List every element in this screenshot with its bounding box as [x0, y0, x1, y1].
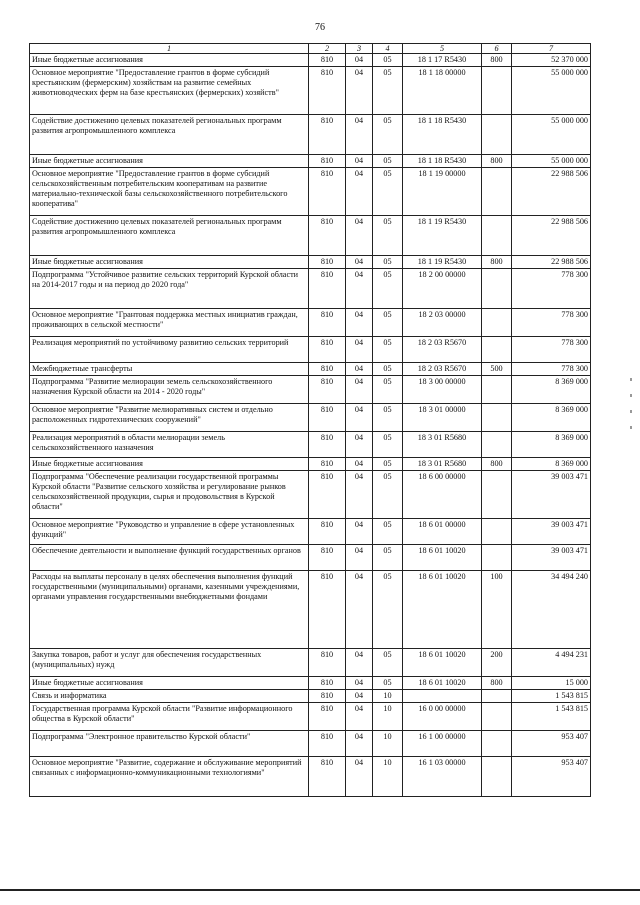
- row-name-cell: Основное мероприятие "Предоставление грантов в форме субсидий сельскохозяйственным потребительским кооперативам на развитие материально-технической базы сельскохозяйственного потребительского кооператива": [30, 168, 309, 216]
- row-c5-cell: 18 3 01 R5680: [403, 458, 482, 471]
- row-c5-cell: 18 1 17 R5430: [403, 54, 482, 67]
- row-c4-cell: 05: [373, 155, 403, 168]
- row-c6-cell: [482, 67, 512, 115]
- row-c7-cell: 778 300: [512, 309, 591, 337]
- row-c5-cell: 18 6 00 00000: [403, 471, 482, 519]
- row-c6-cell: 800: [482, 54, 512, 67]
- row-c5-cell: 18 1 18 00000: [403, 67, 482, 115]
- row-c3-cell: 04: [346, 376, 373, 404]
- row-c7-cell: 39 003 471: [512, 519, 591, 545]
- row-c6-cell: [482, 216, 512, 256]
- row-c2-cell: 810: [309, 519, 346, 545]
- row-name-cell: Связь и информатика: [30, 690, 309, 703]
- row-c2-cell: 810: [309, 115, 346, 155]
- table-row: [30, 256, 591, 269]
- row-name-cell: Основное мероприятие "Предоставление грантов в форме субсидий крестьянским (фермерским) хозяйствам на развитие семейных животноводческих ферм на базе крестьянских (фермерских) хозяйств": [30, 67, 309, 115]
- budget-table: [29, 43, 591, 797]
- row-c7-cell: 4 494 231: [512, 649, 591, 677]
- row-c4-cell: 05: [373, 115, 403, 155]
- row-c3-cell: 04: [346, 519, 373, 545]
- row-name-cell: Иные бюджетные ассигнования: [30, 458, 309, 471]
- row-c3-cell: 04: [346, 54, 373, 67]
- row-c6-cell: 200: [482, 649, 512, 677]
- row-c6-cell: [482, 432, 512, 458]
- row-c2-cell: 810: [309, 458, 346, 471]
- row-c5-cell: 18 1 19 R5430: [403, 216, 482, 256]
- row-c2-cell: 810: [309, 256, 346, 269]
- row-c7-cell: 953 407: [512, 757, 591, 797]
- row-name-cell: Реализация мероприятий по устойчивому развитию сельских территорий: [30, 337, 309, 363]
- row-c4-cell: 05: [373, 404, 403, 432]
- row-c6-cell: 800: [482, 256, 512, 269]
- row-c3-cell: 04: [346, 458, 373, 471]
- table-row: [30, 519, 591, 545]
- row-c5-cell: 18 3 01 R5680: [403, 432, 482, 458]
- row-name-cell: Обеспечение деятельности и выполнение функций государственных органов: [30, 545, 309, 571]
- row-c2-cell: 810: [309, 67, 346, 115]
- table-row: [30, 309, 591, 337]
- row-name-cell: Подпрограмма "Устойчивое развитие сельских территорий Курской области на 2014-2017 годы и на период до 2020 года": [30, 269, 309, 309]
- row-c3-cell: 04: [346, 216, 373, 256]
- row-name-cell: Основное мероприятие "Развитие мелиоративных систем и отдельно расположенных гидротехнических сооружений": [30, 404, 309, 432]
- column-header: 4: [373, 44, 403, 54]
- row-c5-cell: 16 1 00 00000: [403, 731, 482, 757]
- row-c3-cell: 04: [346, 690, 373, 703]
- table-row: [30, 363, 591, 376]
- row-c2-cell: 810: [309, 731, 346, 757]
- row-c5-cell: 18 1 18 R5430: [403, 155, 482, 168]
- row-name-cell: Закупка товаров, работ и услуг для обеспечения государственных (муниципальных) нужд: [30, 649, 309, 677]
- row-c2-cell: 810: [309, 690, 346, 703]
- row-c2-cell: 810: [309, 309, 346, 337]
- table-row: [30, 757, 591, 797]
- row-c2-cell: 810: [309, 216, 346, 256]
- table-row: [30, 677, 591, 690]
- row-c5-cell: 18 1 19 R5430: [403, 256, 482, 269]
- table-row: [30, 337, 591, 363]
- row-c7-cell: 34 494 240: [512, 571, 591, 649]
- table-row: [30, 269, 591, 309]
- row-c7-cell: 1 543 815: [512, 690, 591, 703]
- row-c5-cell: 18 3 01 00000: [403, 404, 482, 432]
- row-c3-cell: 04: [346, 269, 373, 309]
- row-c3-cell: 04: [346, 363, 373, 376]
- row-c6-cell: [482, 168, 512, 216]
- row-c2-cell: 810: [309, 571, 346, 649]
- row-c3-cell: 04: [346, 757, 373, 797]
- row-c5-cell: 18 6 01 10020: [403, 677, 482, 690]
- row-c6-cell: [482, 757, 512, 797]
- row-c3-cell: 04: [346, 703, 373, 731]
- row-c4-cell: 05: [373, 309, 403, 337]
- table-row: [30, 155, 591, 168]
- table-row: [30, 67, 591, 115]
- table-row: [30, 703, 591, 731]
- row-c4-cell: 10: [373, 690, 403, 703]
- row-c3-cell: 04: [346, 168, 373, 216]
- row-c2-cell: 810: [309, 545, 346, 571]
- row-c6-cell: [482, 690, 512, 703]
- row-c5-cell: 18 6 01 00000: [403, 519, 482, 545]
- table-row: [30, 471, 591, 519]
- row-c4-cell: 05: [373, 54, 403, 67]
- scan-mark: [630, 426, 632, 429]
- row-c2-cell: 810: [309, 703, 346, 731]
- row-c6-cell: [482, 545, 512, 571]
- scan-mark: [630, 378, 632, 381]
- row-c2-cell: 810: [309, 649, 346, 677]
- row-c2-cell: 810: [309, 471, 346, 519]
- row-name-cell: Основное мероприятие "Развитие, содержание и обслуживание мероприятий связанных с информационно-коммуникационными технологиями": [30, 757, 309, 797]
- row-c6-cell: 500: [482, 363, 512, 376]
- table-row: [30, 168, 591, 216]
- column-header: 6: [482, 44, 512, 54]
- table-header-row: [30, 44, 591, 54]
- row-c7-cell: 55 000 000: [512, 155, 591, 168]
- row-c4-cell: 05: [373, 269, 403, 309]
- row-c4-cell: 05: [373, 256, 403, 269]
- row-c7-cell: 8 369 000: [512, 404, 591, 432]
- row-c7-cell: 55 000 000: [512, 67, 591, 115]
- row-name-cell: Подпрограмма "Обеспечение реализации государственной программы Курской области "Развитие сельского хозяйства и регулирование рынков сельскохозяйственной продукции, сырья и продовольствия в Курской области": [30, 471, 309, 519]
- row-c5-cell: 18 1 18 R5430: [403, 115, 482, 155]
- row-c3-cell: 04: [346, 545, 373, 571]
- column-header: 5: [403, 44, 482, 54]
- row-c6-cell: [482, 115, 512, 155]
- row-name-cell: Иные бюджетные ассигнования: [30, 54, 309, 67]
- row-c6-cell: [482, 404, 512, 432]
- row-c6-cell: [482, 731, 512, 757]
- row-c2-cell: 810: [309, 54, 346, 67]
- row-c2-cell: 810: [309, 155, 346, 168]
- row-c3-cell: 04: [346, 256, 373, 269]
- row-c4-cell: 05: [373, 376, 403, 404]
- row-c7-cell: 55 000 000: [512, 115, 591, 155]
- table-row: [30, 432, 591, 458]
- row-c6-cell: [482, 376, 512, 404]
- row-c5-cell: [403, 690, 482, 703]
- row-c3-cell: 04: [346, 115, 373, 155]
- row-c7-cell: 22 988 506: [512, 168, 591, 216]
- row-c7-cell: 39 003 471: [512, 471, 591, 519]
- row-c3-cell: 04: [346, 677, 373, 690]
- row-c7-cell: 8 369 000: [512, 432, 591, 458]
- row-c4-cell: 10: [373, 703, 403, 731]
- row-c2-cell: 810: [309, 404, 346, 432]
- row-c3-cell: 04: [346, 404, 373, 432]
- row-name-cell: Иные бюджетные ассигнования: [30, 155, 309, 168]
- row-name-cell: Содействие достижению целевых показателей региональных программ развития агропромышленного комплекса: [30, 115, 309, 155]
- row-c6-cell: [482, 337, 512, 363]
- page-number: 76: [315, 22, 325, 33]
- row-c3-cell: 04: [346, 432, 373, 458]
- table-row: [30, 54, 591, 67]
- row-c6-cell: [482, 703, 512, 731]
- row-c3-cell: 04: [346, 337, 373, 363]
- row-c4-cell: 05: [373, 363, 403, 376]
- column-header: 7: [512, 44, 591, 54]
- row-c7-cell: 22 988 506: [512, 216, 591, 256]
- row-c6-cell: 800: [482, 155, 512, 168]
- row-c7-cell: 778 300: [512, 269, 591, 309]
- row-name-cell: Основное мероприятие "Грантовая поддержка местных инициатив граждан, проживающих в сельской местности": [30, 309, 309, 337]
- row-c7-cell: 52 370 000: [512, 54, 591, 67]
- table-row: [30, 458, 591, 471]
- row-c2-cell: 810: [309, 677, 346, 690]
- row-c4-cell: 05: [373, 216, 403, 256]
- row-name-cell: Содействие достижению целевых показателей региональных программ развития агропромышленного комплекса: [30, 216, 309, 256]
- row-c6-cell: 100: [482, 571, 512, 649]
- row-c3-cell: 04: [346, 731, 373, 757]
- row-c4-cell: 05: [373, 571, 403, 649]
- scan-mark: [630, 394, 632, 397]
- row-c4-cell: 05: [373, 337, 403, 363]
- row-c3-cell: 04: [346, 471, 373, 519]
- table-row: [30, 376, 591, 404]
- row-c4-cell: 05: [373, 649, 403, 677]
- table-row: [30, 216, 591, 256]
- row-c5-cell: 18 2 00 00000: [403, 269, 482, 309]
- row-name-cell: Расходы на выплаты персоналу в целях обеспечения выполнения функций государственными (муниципальными) органами, казенными учреждениями, органами управления государственными внебюджетными фондами: [30, 571, 309, 649]
- bottom-rule: [0, 889, 640, 891]
- row-c7-cell: 778 300: [512, 363, 591, 376]
- row-c5-cell: 18 2 03 R5670: [403, 337, 482, 363]
- row-c4-cell: 10: [373, 731, 403, 757]
- row-c2-cell: 810: [309, 432, 346, 458]
- row-c4-cell: 05: [373, 432, 403, 458]
- table-row: [30, 649, 591, 677]
- column-header: 1: [30, 44, 309, 54]
- table-row: [30, 731, 591, 757]
- row-c5-cell: 16 1 03 00000: [403, 757, 482, 797]
- row-c6-cell: [482, 519, 512, 545]
- row-c5-cell: 18 2 03 00000: [403, 309, 482, 337]
- row-c7-cell: 39 003 471: [512, 545, 591, 571]
- row-c4-cell: 05: [373, 545, 403, 571]
- row-c6-cell: [482, 309, 512, 337]
- row-c2-cell: 810: [309, 269, 346, 309]
- row-c6-cell: 800: [482, 677, 512, 690]
- row-c7-cell: 1 543 815: [512, 703, 591, 731]
- row-c5-cell: 18 1 19 00000: [403, 168, 482, 216]
- row-c3-cell: 04: [346, 155, 373, 168]
- row-c4-cell: 05: [373, 67, 403, 115]
- table-row: [30, 690, 591, 703]
- table-row: [30, 545, 591, 571]
- row-c6-cell: [482, 471, 512, 519]
- row-name-cell: Иные бюджетные ассигнования: [30, 677, 309, 690]
- row-c5-cell: 18 6 01 10020: [403, 571, 482, 649]
- column-header: 2: [309, 44, 346, 54]
- row-c5-cell: 18 2 03 R5670: [403, 363, 482, 376]
- row-c3-cell: 04: [346, 309, 373, 337]
- table-row: [30, 115, 591, 155]
- column-header: 3: [346, 44, 373, 54]
- row-c4-cell: 05: [373, 168, 403, 216]
- row-c5-cell: 16 0 00 00000: [403, 703, 482, 731]
- table-row: [30, 571, 591, 649]
- row-c5-cell: 18 6 01 10020: [403, 545, 482, 571]
- row-c2-cell: 810: [309, 168, 346, 216]
- row-c3-cell: 04: [346, 67, 373, 115]
- row-name-cell: Основное мероприятие "Руководство и управление в сфере установленных функций": [30, 519, 309, 545]
- row-c7-cell: 8 369 000: [512, 376, 591, 404]
- row-c5-cell: 18 3 00 00000: [403, 376, 482, 404]
- scan-mark: [630, 410, 632, 413]
- row-c4-cell: 05: [373, 471, 403, 519]
- row-c2-cell: 810: [309, 363, 346, 376]
- row-c7-cell: 22 988 506: [512, 256, 591, 269]
- row-c5-cell: 18 6 01 10020: [403, 649, 482, 677]
- row-c2-cell: 810: [309, 337, 346, 363]
- row-c7-cell: 953 407: [512, 731, 591, 757]
- row-c7-cell: 8 369 000: [512, 458, 591, 471]
- row-c3-cell: 04: [346, 571, 373, 649]
- row-c3-cell: 04: [346, 649, 373, 677]
- row-c4-cell: 10: [373, 757, 403, 797]
- row-name-cell: Реализация мероприятий в области мелиорации земель сельскохозяйственного назначения: [30, 432, 309, 458]
- row-c4-cell: 05: [373, 677, 403, 690]
- row-c6-cell: [482, 269, 512, 309]
- row-c2-cell: 810: [309, 376, 346, 404]
- row-name-cell: Подпрограмма "Электронное правительство Курской области": [30, 731, 309, 757]
- row-c6-cell: 800: [482, 458, 512, 471]
- row-c4-cell: 05: [373, 519, 403, 545]
- row-name-cell: Межбюджетные трансферты: [30, 363, 309, 376]
- row-name-cell: Иные бюджетные ассигнования: [30, 256, 309, 269]
- row-c7-cell: 778 300: [512, 337, 591, 363]
- table-row: [30, 404, 591, 432]
- row-c4-cell: 05: [373, 458, 403, 471]
- row-c2-cell: 810: [309, 757, 346, 797]
- row-name-cell: Подпрограмма "Развитие мелиорации земель сельскохозяйственного назначения Курской области на 2014 - 2020 годы": [30, 376, 309, 404]
- row-name-cell: Государственная программа Курской области "Развитие информационного общества в Курской области": [30, 703, 309, 731]
- row-c7-cell: 15 000: [512, 677, 591, 690]
